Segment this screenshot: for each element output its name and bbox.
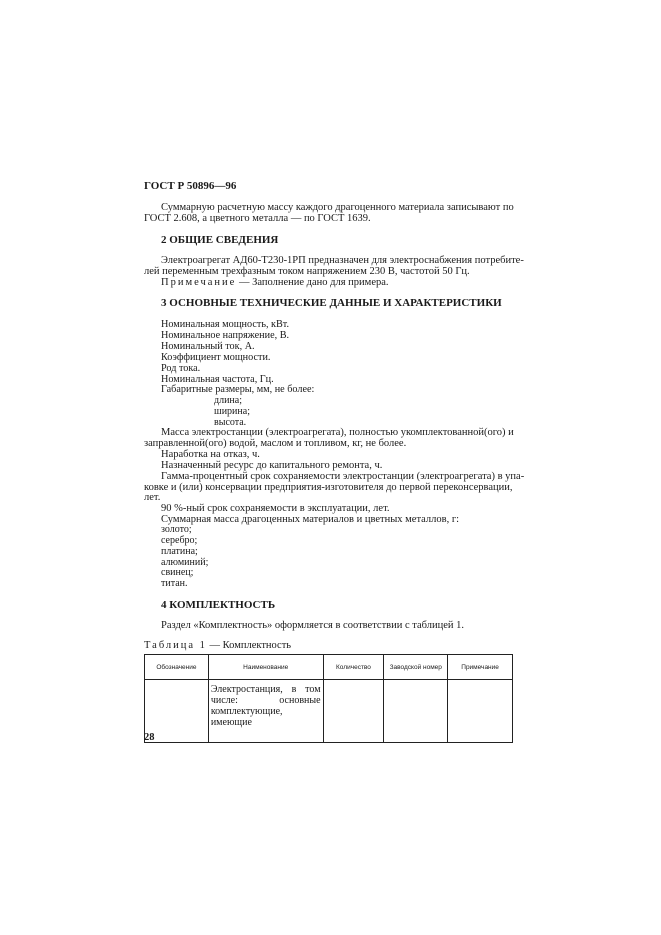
- standard-designation: ГОСТ Р 50896—96: [144, 180, 237, 192]
- spec-item: Габаритные размеры, мм, не более:: [161, 384, 315, 395]
- precious-line: Суммарная масса драгоценных материалов и цветных металлов, г:: [161, 514, 460, 525]
- intro-line-1: Суммарную расчетную массу каждого драгоценного материала записывают по: [161, 202, 514, 213]
- metal-item: серебро;: [161, 535, 198, 546]
- resource-line: Назначенный ресурс до капитального ремонта, ч.: [161, 460, 383, 471]
- section-2-line-1: Электроагрегат АД60-Т230-1РП предназначен для электроснабжения потребите-: [161, 255, 524, 266]
- section-4-text: Раздел «Комплектность» оформляется в соответствии с таблицей 1.: [161, 620, 465, 631]
- spec-item: Коэффициент мощности.: [161, 352, 271, 363]
- section-4-heading: 4 КОМПЛЕКТНОСТЬ: [161, 599, 276, 611]
- table-cell: [448, 680, 513, 743]
- table-caption: [144, 640, 291, 651]
- col-header: Заводской номер: [384, 655, 448, 680]
- metal-item: титан.: [161, 578, 188, 589]
- metal-item: свинец;: [161, 567, 194, 578]
- intro-line-2: ГОСТ 2.608, а цветного металла — по ГОСТ 1639.: [144, 213, 371, 224]
- section-3-heading: 3 ОСНОВНЫЕ ТЕХНИЧЕСКИЕ ДАННЫЕ И ХАРАКТЕРИСТИКИ: [161, 297, 502, 309]
- metal-item: платина;: [161, 546, 198, 557]
- mass-line-2: заправленной(ого) водой, маслом и топливом, кг, не более.: [144, 438, 407, 449]
- section-2-note: [161, 277, 389, 288]
- table-cell: [384, 680, 448, 743]
- col-header: Наименование: [208, 655, 323, 680]
- metal-item: алюминий;: [161, 557, 209, 568]
- table-cell: [208, 680, 323, 743]
- pct90-line: 90 %-ный срок сохраняемости в эксплуатации, лет.: [161, 503, 390, 514]
- gamma-line-1: Гамма-процентный срок сохраняемости электростанции (электроагрегата) в упа-: [161, 471, 525, 482]
- col-header: Количество: [323, 655, 384, 680]
- col-header: Обозначение: [145, 655, 209, 680]
- table-row: [145, 680, 513, 743]
- table-title: — Комплектность: [206, 640, 292, 651]
- table-cell-text: Электростанция, в том числе: основные комплектующие, имеющие: [210, 684, 321, 728]
- mtbf-line: Наработка на отказ, ч.: [161, 449, 260, 460]
- table-label: Таблица 1: [144, 640, 207, 651]
- section-2-line-2: лей переменным трехфазным током напряжением 230 В, частотой 50 Гц.: [144, 266, 470, 277]
- col-header: Примечание: [448, 655, 513, 680]
- table-cell: [323, 680, 384, 743]
- metal-item: золото;: [161, 524, 192, 535]
- dimension-item: ширина;: [214, 406, 250, 417]
- spec-item: Номинальная мощность, кВт.: [161, 319, 290, 330]
- completeness-table: [144, 654, 513, 743]
- dimension-item: длина;: [214, 395, 242, 406]
- note-label: Примечание: [161, 277, 237, 288]
- note-text: — Заполнение дано для примера.: [236, 277, 389, 288]
- dimension-item: высота.: [214, 417, 247, 428]
- spec-item: Род тока.: [161, 363, 201, 374]
- table-header-row: [145, 655, 513, 680]
- gamma-line-3: лет.: [144, 492, 161, 503]
- spec-item: Номинальная частота, Гц.: [161, 374, 274, 385]
- section-2-heading: 2 ОБЩИЕ СВЕДЕНИЯ: [161, 234, 279, 246]
- gamma-line-2: ковке и (или) консервации предприятия-изготовителя до первой переконсервации,: [144, 482, 513, 493]
- page-number: 28: [144, 732, 155, 743]
- spec-item: Номинальный ток, А.: [161, 341, 255, 352]
- spec-item: Номинальное напряжение, В.: [161, 330, 290, 341]
- mass-line-1: Масса электростанции (электроагрегата), полностью укомплектованной(ого) и: [161, 427, 514, 438]
